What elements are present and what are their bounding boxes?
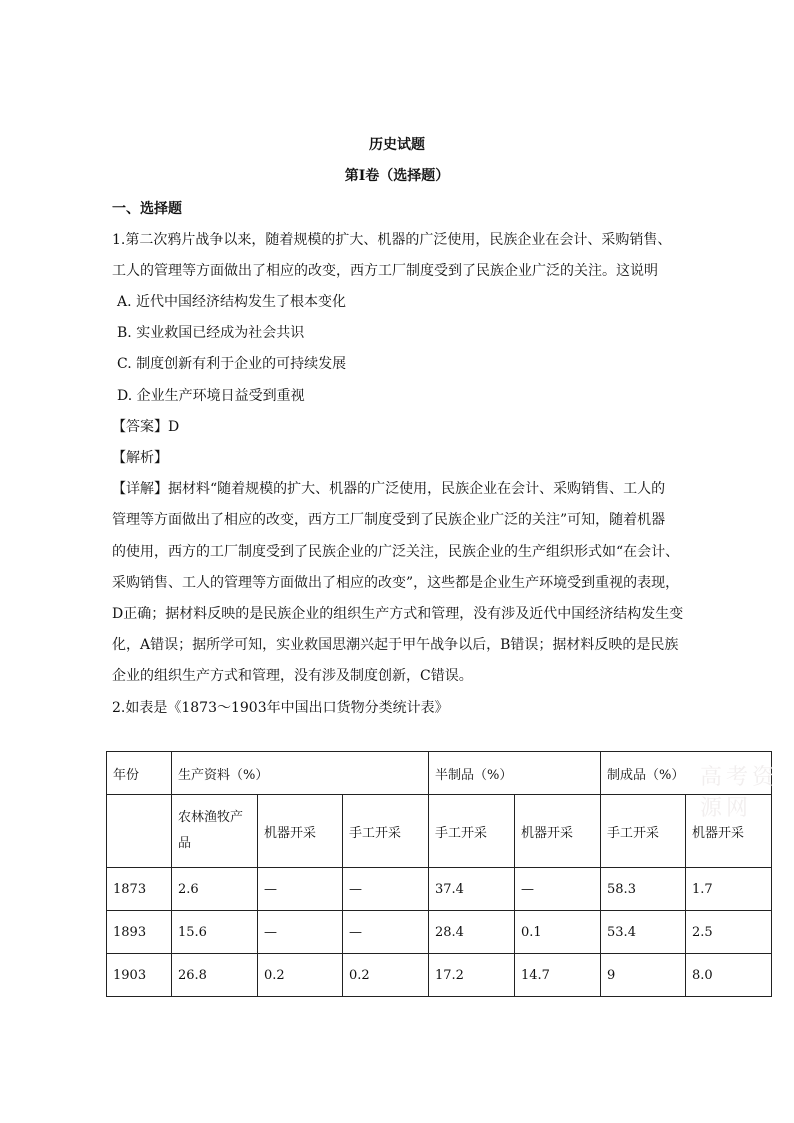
table-cell: — bbox=[258, 911, 343, 954]
table-cell: 9 bbox=[601, 954, 686, 997]
detail-line: 企业的组织生产方式和管理，没有涉及制度创新，C错误。 bbox=[112, 668, 473, 684]
table-cell: — bbox=[343, 911, 429, 954]
table-row bbox=[107, 911, 772, 954]
subheader-machine-mining: 机器开采 bbox=[515, 795, 601, 868]
subheader-agri-line-1: 农林渔牧产 bbox=[178, 810, 244, 825]
subheader-manual-mining: 手工开采 bbox=[429, 795, 515, 868]
table-cell: 1873 bbox=[107, 868, 172, 911]
subheader-machine-mining: 机器开采 bbox=[258, 795, 343, 868]
table-cell: 0.2 bbox=[343, 954, 429, 997]
table-cell: 53.4 bbox=[601, 911, 686, 954]
option-c: C. 制度创新有利于企业的可持续发展 bbox=[117, 356, 347, 372]
table-row bbox=[107, 954, 772, 997]
subheader-agri-products bbox=[172, 795, 258, 868]
table-cell: — bbox=[258, 868, 343, 911]
table-header-row bbox=[107, 752, 772, 795]
table-cell: 26.8 bbox=[172, 954, 258, 997]
table-cell: 0.1 bbox=[515, 911, 601, 954]
table-row bbox=[107, 868, 772, 911]
table-cell: 1.7 bbox=[686, 868, 772, 911]
table-cell: 2.5 bbox=[686, 911, 772, 954]
header-group-semi-finished: 半制品（%） bbox=[429, 752, 601, 795]
header-group-production-materials: 生产资料（%） bbox=[172, 752, 429, 795]
detail-line: D正确；据材料反映的是民族企业的组织生产方式和管理，没有涉及近代中国经济结构发生变 bbox=[112, 606, 684, 622]
table-cell: 37.4 bbox=[429, 868, 515, 911]
header-year: 年份 bbox=[107, 752, 172, 795]
section-heading: 一、选择题 bbox=[112, 201, 182, 217]
table-cell: 15.6 bbox=[172, 911, 258, 954]
detail-line: 化，A错误；据所学可知，实业救国思潮兴起于甲午战争以后，B错误；据材料反映的是民族 bbox=[112, 637, 679, 653]
table-cell: 1893 bbox=[107, 911, 172, 954]
subheader-empty bbox=[107, 795, 172, 868]
watermark: 高考资源网 bbox=[700, 765, 779, 821]
option-d: D. 企业生产环境日益受到重视 bbox=[117, 388, 305, 404]
table-cell: — bbox=[343, 868, 429, 911]
table-cell: 8.0 bbox=[686, 954, 772, 997]
subheader-manual-mining: 手工开采 bbox=[343, 795, 429, 868]
option-b: B. 实业救国已经成为社会共识 bbox=[117, 325, 305, 341]
table-cell: — bbox=[515, 868, 601, 911]
question-2-stem: 2.如表是《1873～1903年中国出口货物分类统计表》 bbox=[112, 700, 449, 716]
table-cell: 58.3 bbox=[601, 868, 686, 911]
page-title: 历史试题 bbox=[369, 137, 425, 153]
table-cell: 14.7 bbox=[515, 954, 601, 997]
option-a: A. 近代中国经济结构发生了根本变化 bbox=[117, 294, 347, 310]
detail-line: 【详解】据材料“随着规模的扩大、机器的广泛使用，民族企业在会计、采购销售、工人的 bbox=[112, 481, 666, 497]
subheader-machine-mining: 机器开采 bbox=[686, 795, 772, 868]
detail-line: 采购销售、工人的管理等方面做出了相应的改变”，这些都是企业生产环境受到重视的表现， bbox=[112, 575, 680, 591]
export-statistics-table bbox=[106, 751, 772, 997]
question-1-stem-line-2: 工人的管理等方面做出了相应的改变，西方工厂制度受到了民族企业广泛的关注。这说明 bbox=[112, 263, 658, 279]
detail-line: 的使用，西方的工厂制度受到了民族企业的广泛关注，民族企业的生产组织形式如“在会计、 bbox=[112, 544, 680, 560]
table-cell: 1903 bbox=[107, 954, 172, 997]
subheader-manual-mining: 手工开采 bbox=[601, 795, 686, 868]
analysis-label: 【解析】 bbox=[112, 450, 168, 466]
header-group-finished: 制成品（%） bbox=[601, 752, 772, 795]
paper-part-title: 第Ⅰ卷（选择题） bbox=[344, 168, 450, 184]
table-subheader-row bbox=[107, 795, 772, 868]
table-cell: 28.4 bbox=[429, 911, 515, 954]
table-cell: 2.6 bbox=[172, 868, 258, 911]
question-1-stem-line-1: 1.第二次鸦片战争以来，随着规模的扩大、机器的广泛使用，民族企业在会计、采购销售、 bbox=[112, 232, 672, 248]
subheader-agri-line-2: 品 bbox=[178, 836, 192, 851]
answer-line: 【答案】D bbox=[112, 419, 180, 435]
detail-line: 管理等方面做出了相应的改变，西方工厂制度受到了民族企业广泛的关注”可知，随着机器 bbox=[112, 512, 666, 528]
table-cell: 0.2 bbox=[258, 954, 343, 997]
table-cell: 17.2 bbox=[429, 954, 515, 997]
